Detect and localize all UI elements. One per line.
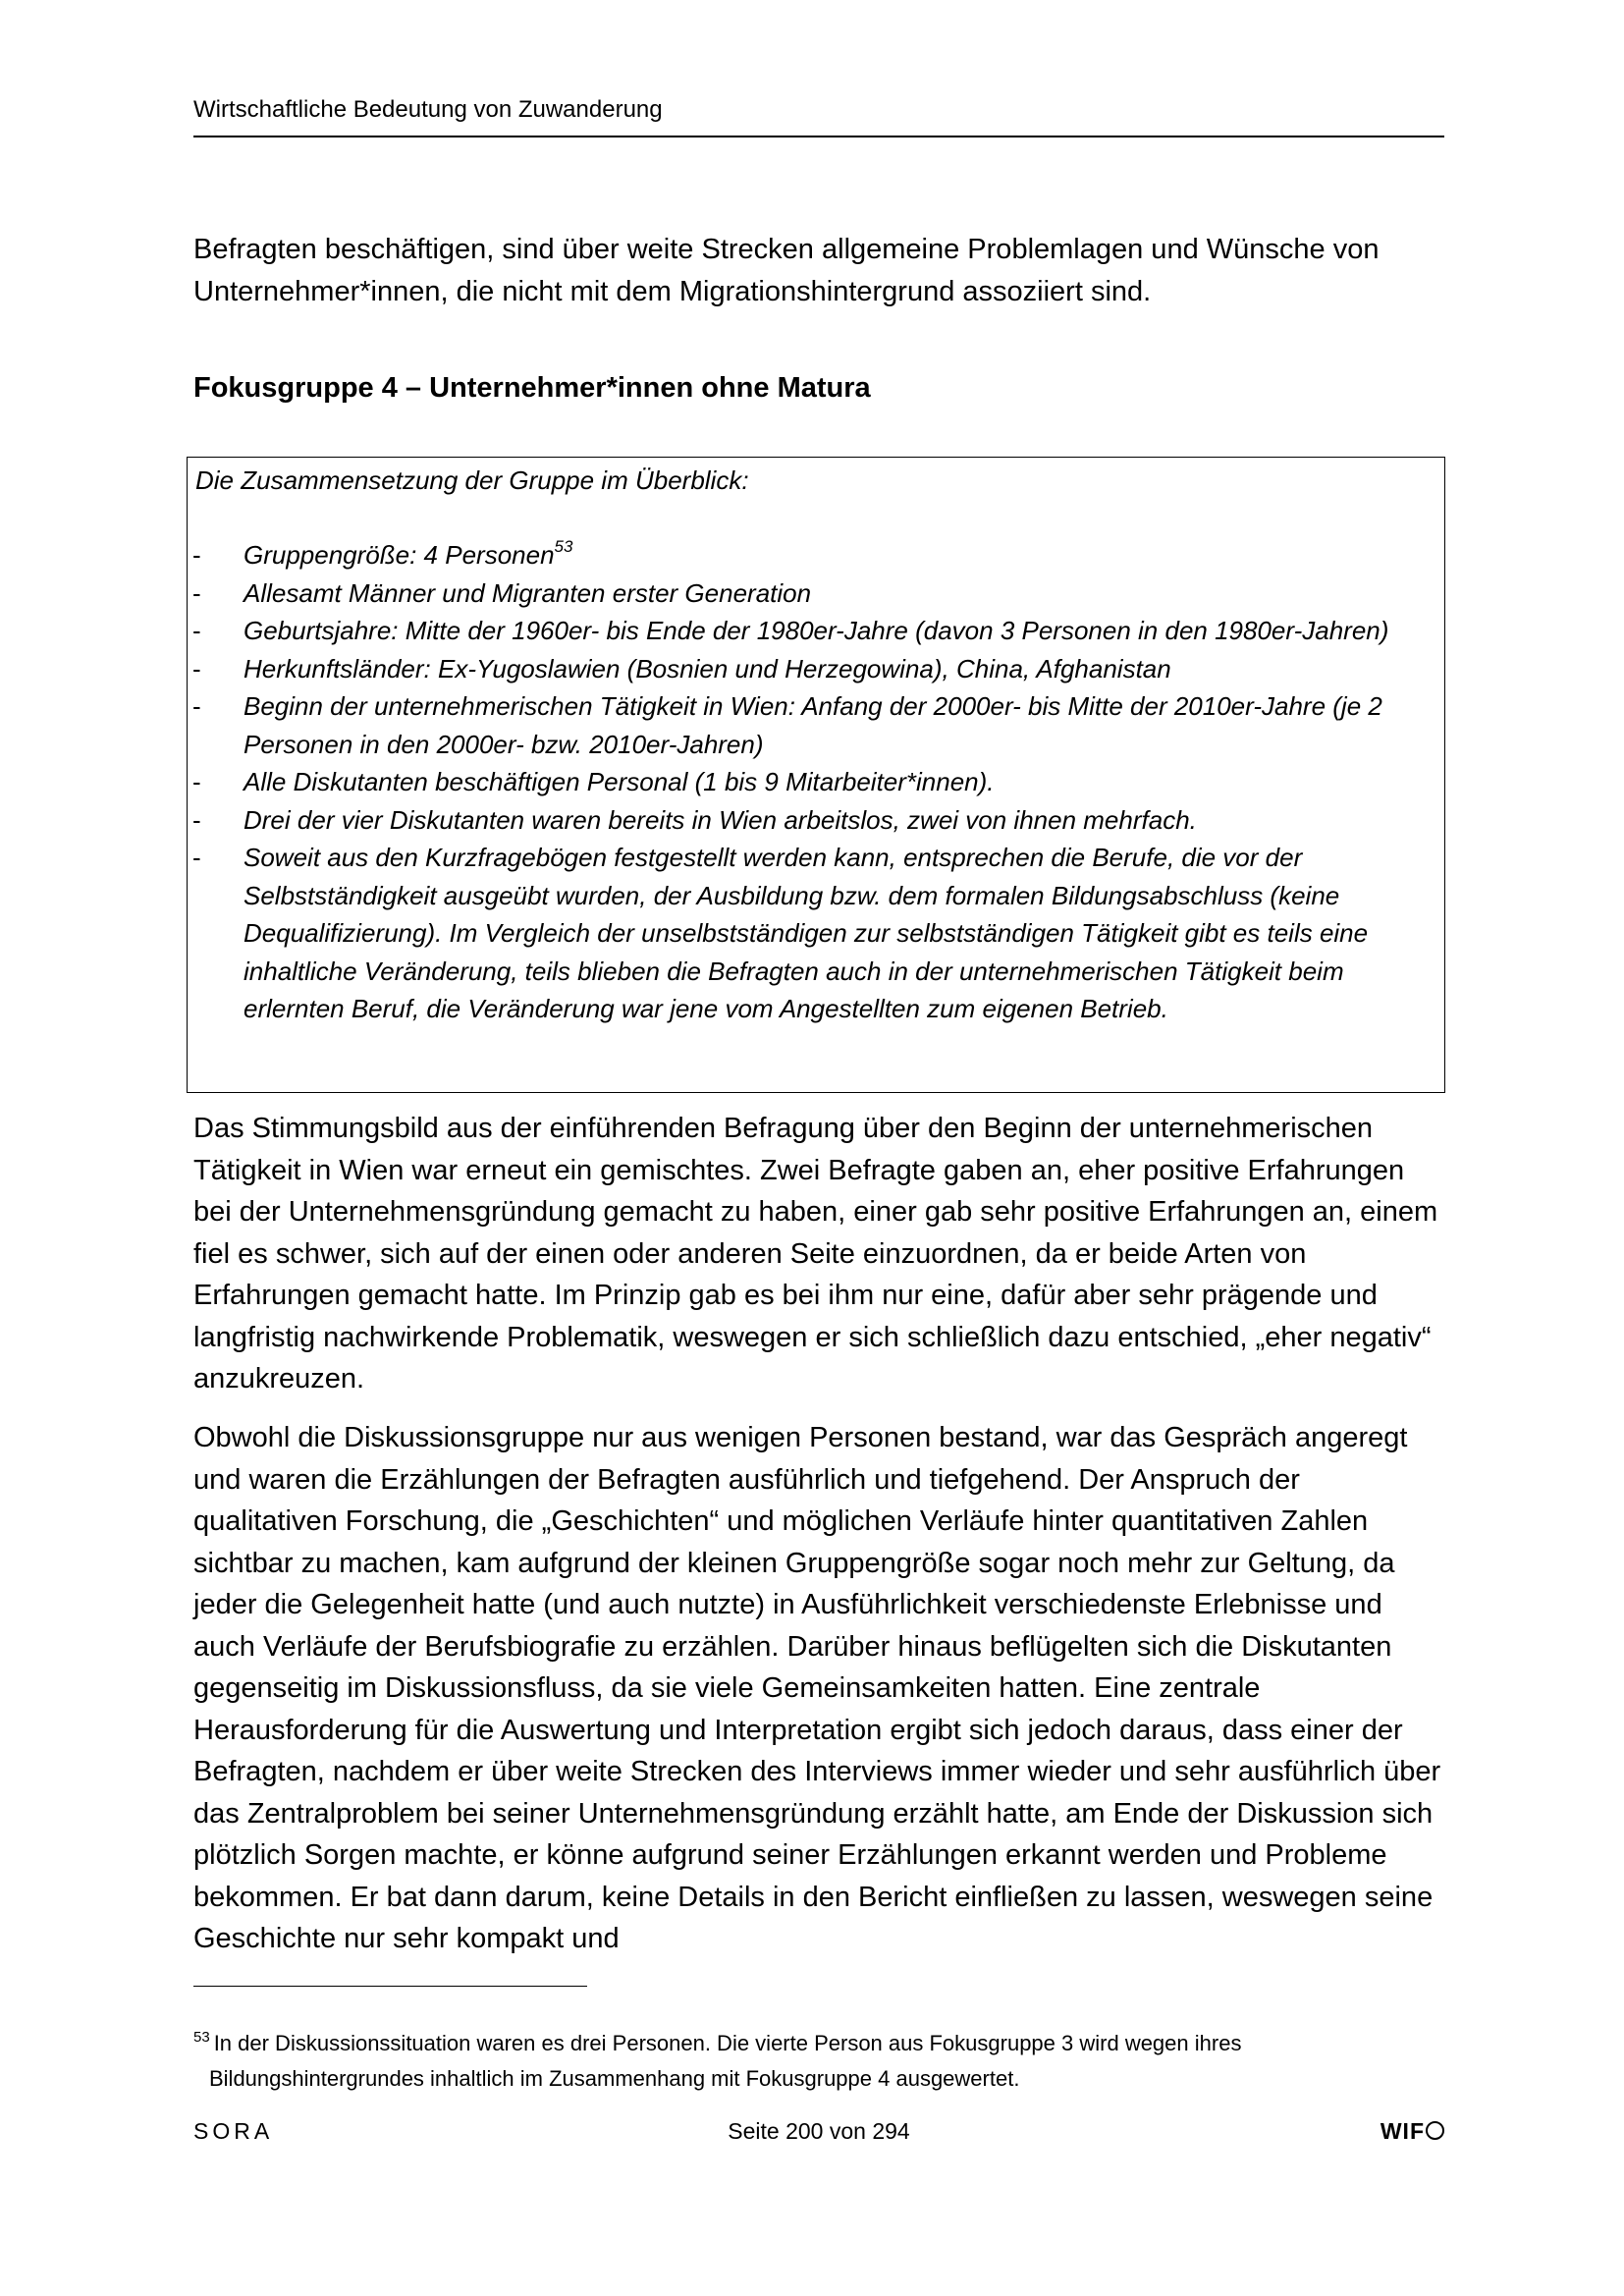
bullet-dash: - — [192, 653, 201, 683]
sora-logo: SORA — [193, 2118, 274, 2144]
list-item-text: Drei der vier Diskutanten waren bereits in Wien arbeitslos, zwei von ihnen mehrfach. — [244, 804, 1197, 835]
wifo-logo-text: WIF — [1380, 2118, 1425, 2144]
list-item — [188, 650, 1438, 688]
wifo-logo — [1380, 2118, 1444, 2145]
list-item — [188, 839, 1438, 1028]
footnote-ref[interactable]: 53 — [554, 537, 573, 556]
list-item-text: Beginn der unternehmerischen Tätigkeit in Wien: Anfang der 2000er- bis Mitte der 2010er-Jahre (je 2 Personen in den 2000er- bzw. 2010er-Jahren) — [244, 691, 1382, 759]
footnote-number: 53 — [193, 2029, 210, 2046]
intro-paragraph: Befragten beschäftigen, sind über weite Strecken allgemeine Problemlagen und Wünsche von Unternehmer*innen, die nicht mit dem Migrationshintergrund assoziiert sind. — [193, 234, 1380, 307]
bullet-dash: - — [192, 767, 201, 796]
list-item-text: Herkunftsländer: Ex-Yugoslawien (Bosnien und Herzegowina), China, Afghanistan — [244, 653, 1171, 683]
bullet-dash: - — [192, 616, 201, 645]
running-header — [193, 94, 1444, 126]
bullet-dash: - — [192, 691, 201, 721]
list-item-text: Geburtsjahre: Mitte der 1960er- bis Ende der 1980er-Jahre (davon 3 Personen in den 1980er-Jahren) — [244, 616, 1389, 645]
list-item-text: Alle Diskutanten beschäftigen Personal (1 bis 9 Mitarbeiter*innen). — [244, 767, 995, 796]
header-title: Wirtschaftliche Bedeutung von Zuwanderung — [193, 96, 663, 123]
header-rule — [193, 136, 1444, 137]
bullet-dash: - — [192, 577, 201, 608]
section-heading: Fokusgruppe 4 – Unternehmer*innen ohne Matura — [193, 372, 871, 404]
infobox-title: Die Zusammensetzung der Gruppe im Überblick: — [195, 465, 749, 495]
footnote-separator — [193, 1986, 587, 1987]
footnote — [193, 2027, 1444, 2095]
list-item-text: Allesamt Männer und Migranten erster Generation — [244, 577, 812, 608]
list-item — [188, 801, 1438, 840]
infobox-list — [188, 536, 1438, 1028]
wifo-o-ring-icon — [1426, 2121, 1444, 2140]
body-paragraph: Das Stimmungsbild aus der einführenden Befragung über den Beginn der unternehmerischen Tätigkeit in Wien war erneut ein gemischtes. Zwei Befragte gaben an, eher positive Erfahrungen bei der Unternehmensgründung gemacht zu haben, einer gab sehr positive Erfahrungen an, einem fiel es schwer, sich auf der einen oder anderen Seite einzuordnen, da er beide Arten von Erfahrungen gemacht hatte. Im Prinzip gab es bei ihm nur eine, dafür aber sehr prägende und langfristig nachwirkende Problematik, weswegen er sich schließlich dazu entschied, „eher negativ“ anzukreuzen. — [193, 1113, 1438, 1394]
list-item-text: Gruppengröße: 4 Personen — [244, 540, 555, 570]
list-item — [188, 763, 1438, 801]
body-paragraph: Obwohl die Diskussionsgruppe nur aus wenigen Personen bestand, war das Gespräch angeregt und waren die Erzählungen der Befragten ausführlich und tiefgehend. Der Anspruch der qualitativen Forschung, die „Geschichten“ und möglichen Verläufe hinter quantitativen Zahlen sichtbar zu machen, kam aufgrund der kleinen Gruppengröße sogar noch mehr zur Geltung, da jeder die Gelegenheit hatte (und auch nutzte) in Ausführlichkeit verschiedenste Erlebnisse und auch Verläufe der Berufsbiografie zu erzählen. Darüber hinaus beflügelten sich die Diskutanten gegenseitig im Diskussionsfluss, da sie viele Gemeinsamkeiten hatten. Eine zentrale Herausforderung für die Auswertung und Interpretation ergibt sich jedoch daraus, dass einer der Befragten, nachdem er über weite Strecken des Interviews immer wieder und sehr ausführlich über das Zentralproblem bei seiner Unternehmensgründung erzählt hatte, am Ende der Diskussion sich plötzlich Sorgen machte, er könne aufgrund seiner Erzählungen erkannt werden und Probleme bekommen. Er bat dann darum, keine Details in den Bericht einfließen zu lassen, weswegen seine Geschichte nur sehr kompakt und — [193, 1422, 1441, 1954]
list-item — [188, 536, 1438, 574]
bullet-dash: - — [192, 540, 201, 570]
bullet-dash: - — [192, 804, 201, 835]
list-item — [188, 574, 1438, 613]
page-number: Seite 200 von 294 — [728, 2118, 910, 2144]
list-item — [188, 612, 1438, 650]
list-item — [188, 687, 1438, 763]
list-item-text: Soweit aus den Kurzfragebögen festgestellt werden kann, entsprechen die Berufe, die vor der Selbstständigkeit ausgeübt wurden, der Ausbildung bzw. dem formalen Bildungsabschluss (keine Dequalifizierung). Im Vergleich der unselbstständigen zur selbstständigen Tätigkeit gibt es teils eine inhaltliche Veränderung, teils blieben die Befragten auch in der unternehmerischen Tätigkeit beim erlernten Beruf, die Veränderung war jene vom Angestellten zum eigenen Betrieb. — [244, 843, 1369, 1023]
bullet-dash: - — [192, 843, 201, 872]
group-overview-box — [187, 457, 1445, 1093]
page-footer — [193, 2118, 1444, 2152]
footnote-text-line2: Bildungshintergrundes inhaltlich im Zusammenhang mit Fokusgruppe 4 ausgewertet. — [209, 2066, 1020, 2091]
footnote-text-line1: In der Diskussionssituation waren es drei Personen. Die vierte Person aus Fokusgruppe 3 wird wegen ihres — [213, 2031, 1242, 2055]
